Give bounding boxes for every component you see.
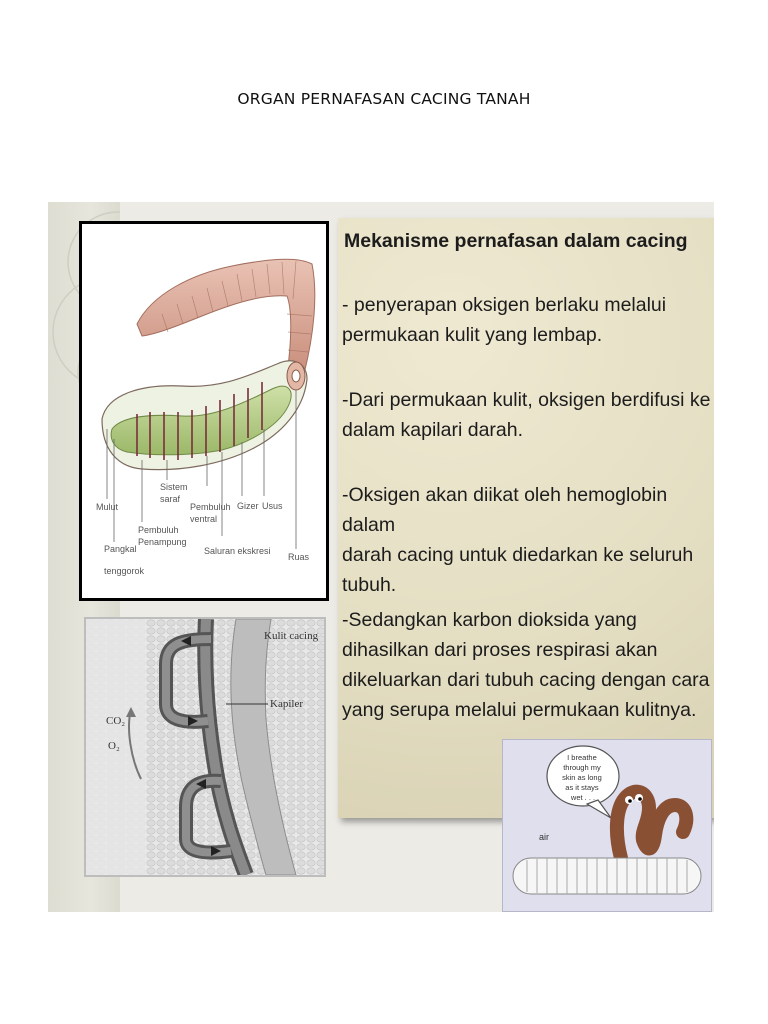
- paragraph-line: dalam kapilari darah.: [342, 419, 524, 441]
- label-usus: Usus: [262, 501, 283, 511]
- worm-anatomy-diagram: [79, 221, 329, 601]
- paragraph-line: yang serupa melalui permukaan kulitnya.: [342, 699, 697, 721]
- slide-heading: Mekanisme pernafasan dalam cacing: [344, 230, 688, 252]
- paragraph-1: [342, 290, 714, 350]
- label-pembuluh-ventral-2: ventral: [190, 514, 218, 524]
- paragraph-line: dikeluarkan dari tubuh cacing dengan cara: [342, 669, 710, 691]
- cartoon-worm-panel: [502, 739, 712, 912]
- label-pembuluh-penampung-2: Penampung: [138, 537, 187, 547]
- worm-anatomy-illustration: [82, 224, 326, 598]
- speech-line-5: wet . . .: [570, 793, 596, 802]
- label-mulut: Mulut: [96, 502, 119, 512]
- slide: [48, 202, 714, 912]
- label-sistem-1: Sistem: [160, 482, 188, 492]
- speech-line-3: skin as long: [562, 773, 602, 782]
- paragraph-line: -Sedangkan karbon dioksida yang: [342, 609, 637, 631]
- paragraph-line: -Oksigen akan diikat oleh hemoglobin dalam: [342, 484, 668, 536]
- label-pangkal-2: tenggorok: [104, 566, 145, 576]
- worm-upper-body: [137, 259, 315, 374]
- label-pembuluh-penampung-1: Pembuluh: [138, 525, 179, 535]
- paragraph-line: dihasilkan dari proses respirasi akan: [342, 639, 658, 661]
- label-air: air: [539, 832, 550, 842]
- speech-line-4: as it stays: [565, 783, 599, 792]
- label-saluran: Saluran ekskresi: [204, 546, 271, 556]
- speech-line-1: I breathe: [567, 753, 597, 762]
- label-pembuluh-ventral-1: Pembuluh: [190, 502, 231, 512]
- paragraph-line: darah cacing untuk diedarkan ke seluruh: [342, 544, 694, 566]
- label-sistem-2: saraf: [160, 494, 181, 504]
- paragraph-3: [342, 480, 714, 600]
- document-title: ORGAN PERNAFASAN CACING TANAH: [237, 90, 531, 108]
- capillary-diagram: [84, 617, 326, 877]
- paragraph-2: [342, 385, 714, 445]
- label-kulit: Kulit cacing: [264, 630, 319, 642]
- paragraph-line: permukaan kulit yang lembap.: [342, 324, 603, 346]
- paragraph-line: tubuh.: [342, 574, 397, 596]
- speech-line-2: through my: [563, 763, 601, 772]
- worm-tube: [513, 858, 701, 894]
- label-pangkal-1: Pangkal: [104, 544, 137, 554]
- label-co2: CO₂: [106, 715, 126, 727]
- paragraph-line: - penyerapan oksigen berlaku melalui: [342, 294, 667, 316]
- label-gizzard: Gizer: [237, 501, 259, 511]
- paragraph-line: -Dari permukaan kulit, oksigen berdifusi ke: [342, 389, 711, 411]
- label-kapiler: Kapiler: [270, 698, 303, 710]
- cartoon-illustration: [503, 740, 711, 911]
- paragraph-4: [342, 605, 714, 725]
- capillary-illustration: [86, 619, 324, 875]
- label-o2: O₂: [108, 740, 120, 752]
- label-ruas: Ruas: [288, 552, 310, 562]
